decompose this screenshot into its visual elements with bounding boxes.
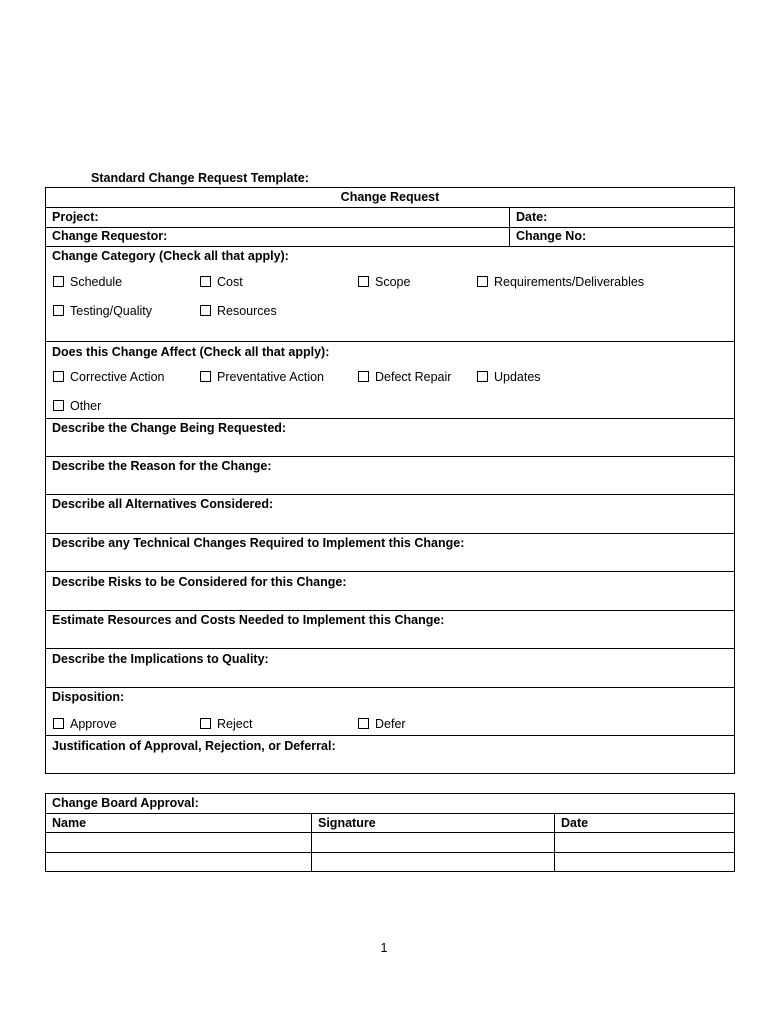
approval-cell-signature-2[interactable] xyxy=(312,853,554,871)
checkbox-icon xyxy=(200,276,211,287)
page-number: 1 xyxy=(380,941,388,955)
checkbox-icon xyxy=(358,718,369,729)
checkbox-updates[interactable]: Updates xyxy=(477,369,541,385)
checkbox-icon xyxy=(358,371,369,382)
template-title: Standard Change Request Template: xyxy=(91,171,309,185)
requestor-label: Change Requestor: xyxy=(52,229,168,243)
checkbox-icon xyxy=(53,718,64,729)
disposition-label: Disposition: xyxy=(52,690,125,704)
checkbox-preventative-action[interactable]: Preventative Action xyxy=(200,369,324,385)
checkbox-icon xyxy=(200,305,211,316)
checkbox-requirements[interactable]: Requirements/Deliverables xyxy=(477,274,644,290)
checkbox-schedule[interactable]: Schedule xyxy=(53,274,122,290)
describe-change-label: Describe the Change Being Requested: xyxy=(52,421,287,435)
checkbox-cost[interactable]: Cost xyxy=(200,274,243,290)
checkbox-corrective-action[interactable]: Corrective Action xyxy=(53,369,164,385)
approval-cell-signature-1[interactable] xyxy=(312,833,554,852)
affect-label: Does this Change Affect (Check all that apply): xyxy=(52,345,330,359)
checkbox-defer[interactable]: Defer xyxy=(358,716,406,732)
project-label: Project: xyxy=(52,210,99,224)
checkbox-approve[interactable]: Approve xyxy=(53,716,117,732)
category-label: Change Category (Check all that apply): xyxy=(52,249,289,263)
date-label: Date: xyxy=(516,210,548,224)
estimate-resources-label: Estimate Resources and Costs Needed to Implement this Change: xyxy=(52,613,445,627)
checkbox-icon xyxy=(53,305,64,316)
checkbox-icon xyxy=(53,371,64,382)
checkbox-icon xyxy=(200,371,211,382)
describe-technical-label: Describe any Technical Changes Required to Implement this Change: xyxy=(52,536,465,550)
checkbox-scope[interactable]: Scope xyxy=(358,274,410,290)
column-signature: Signature xyxy=(318,816,376,830)
describe-quality-label: Describe the Implications to Quality: xyxy=(52,652,269,666)
approval-title: Change Board Approval: xyxy=(52,796,199,810)
checkbox-defect-repair[interactable]: Defect Repair xyxy=(358,369,451,385)
column-date: Date xyxy=(561,816,589,830)
describe-alternatives-label: Describe all Alternatives Considered: xyxy=(52,497,274,511)
change-no-label: Change No: xyxy=(516,229,587,243)
approval-cell-date-1[interactable] xyxy=(555,833,734,852)
describe-reason-label: Describe the Reason for the Change: xyxy=(52,459,272,473)
approval-cell-name-1[interactable] xyxy=(46,833,311,852)
checkbox-icon xyxy=(53,400,64,411)
checkbox-icon xyxy=(358,276,369,287)
checkbox-reject[interactable]: Reject xyxy=(200,716,252,732)
column-name: Name xyxy=(52,816,87,830)
approval-cell-name-2[interactable] xyxy=(46,853,311,871)
describe-risks-label: Describe Risks to be Considered for this Change: xyxy=(52,575,347,589)
checkbox-testing-quality[interactable]: Testing/Quality xyxy=(53,303,152,319)
approval-cell-date-2[interactable] xyxy=(555,853,734,871)
checkbox-icon xyxy=(477,371,488,382)
checkbox-resources[interactable]: Resources xyxy=(200,303,277,319)
checkbox-other[interactable]: Other xyxy=(53,398,101,414)
form-header: Change Request xyxy=(340,190,440,204)
justification-label: Justification of Approval, Rejection, or Deferral: xyxy=(52,739,336,753)
checkbox-icon xyxy=(53,276,64,287)
checkbox-icon xyxy=(200,718,211,729)
checkbox-icon xyxy=(477,276,488,287)
